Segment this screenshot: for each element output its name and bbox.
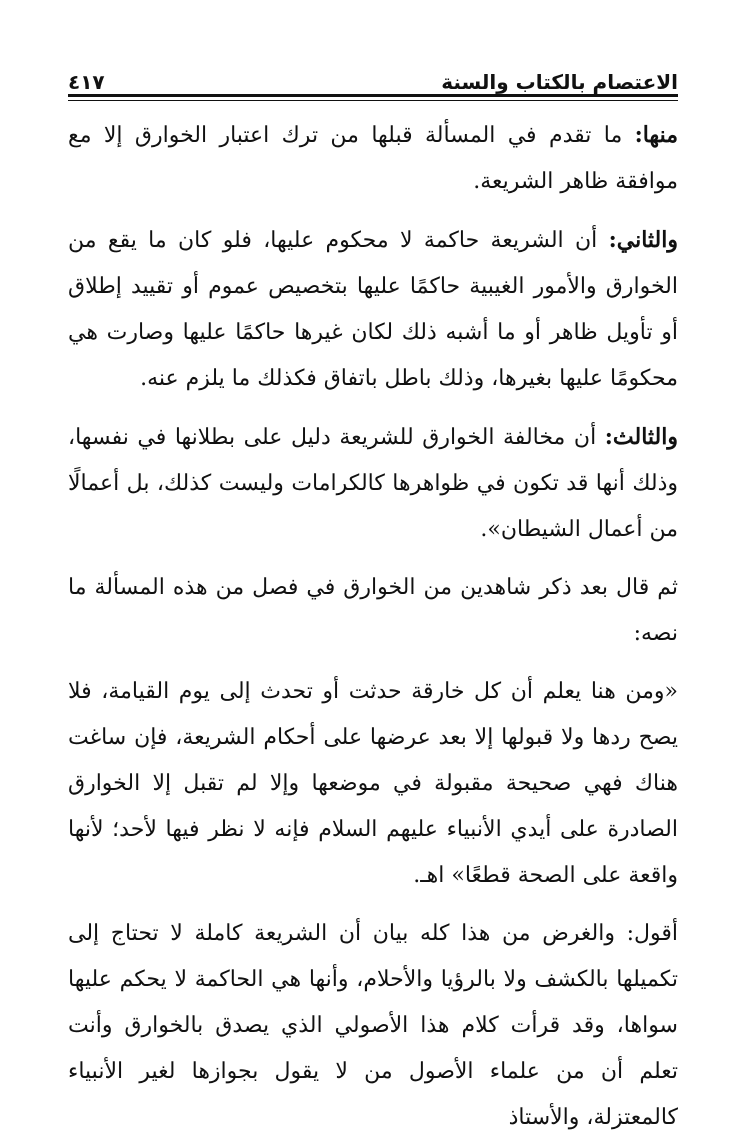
page-number: ٤١٧ bbox=[68, 70, 105, 94]
paragraph-lead: والثاني: bbox=[608, 227, 678, 253]
paragraph-intro-quote bbox=[68, 565, 678, 657]
paragraph-text: ثم قال بعد ذكر شاهدين من الخوارق في فصل من هذه المسألة ما نصه: bbox=[68, 575, 678, 646]
paragraph-text: «ومن هنا يعلم أن كل خارقة حدثت أو تحدث إلى يوم القيامة، فلا يصح ردها ولا قبولها إلا بعد عرضها على أحكام الشريعة، فإن ساغت هناك فهي صحيحة مقبولة في موضعها وإلا لم تقبل إلا الخوارق الصادرة على أيدي الأنبياء عليهم السلام فإنه لا نظر فيها لأحد؛ لأنها واقعة على الصحة قطعًا» اهـ. bbox=[68, 679, 678, 888]
paragraph-quote bbox=[68, 669, 678, 899]
header-rule-thick bbox=[68, 94, 678, 97]
paragraph-first bbox=[68, 112, 678, 205]
paragraph-second bbox=[68, 217, 678, 402]
paragraph-text: أن مخالفة الخوارق للشريعة دليل على بطلانها في نفسها، وذلك أنها قد تكون في ظواهرها كالكرامات وليست كذلك، بل أعمالًا من أعمال الشيطان». bbox=[68, 425, 678, 542]
paragraph-commentary bbox=[68, 911, 678, 1141]
header-rule-thin bbox=[68, 100, 678, 101]
running-head bbox=[68, 52, 678, 92]
paragraph-lead: والثالث: bbox=[604, 424, 678, 450]
paragraph-text: أن الشريعة حاكمة لا محكوم عليها، فلو كان ما يقع من الخوارق والأمور الغيبية حاكمًا عليها بتخصيص عموم أو تقييد إطلاق أو تأويل ظاهر أو ما أشبه ذلك لكان غيرها حاكمًا عليها وصارت هي محكومًا عليها بغيرها، وذلك باطل باتفاق فكذلك ما يلزم عنه. bbox=[68, 228, 678, 391]
paragraph-text: أقول: والغرض من هذا كله بيان أن الشريعة كاملة لا تحتاج إلى تكميلها بالكشف ولا بالرؤيا والأحلام، وأنها هي الحاكمة لا يحكم عليها سواها، وقد قرأت كلام هذا الأصولي الذي يصدق بالخوارق وأنت تعلم أن من علماء الأصول من لا يقول بجوازها لغير الأنبياء كالمعتزلة، والأستاذ bbox=[68, 921, 678, 1130]
paragraph-lead: منها: bbox=[634, 122, 678, 148]
paragraph-text: ما تقدم في المسألة قبلها من ترك اعتبار الخوارق إلا مع موافقة ظاهر الشريعة. bbox=[68, 123, 678, 194]
body-text bbox=[68, 112, 678, 1141]
paragraph-third bbox=[68, 414, 678, 553]
header-title: الاعتصام بالكتاب والسنة bbox=[441, 70, 678, 94]
